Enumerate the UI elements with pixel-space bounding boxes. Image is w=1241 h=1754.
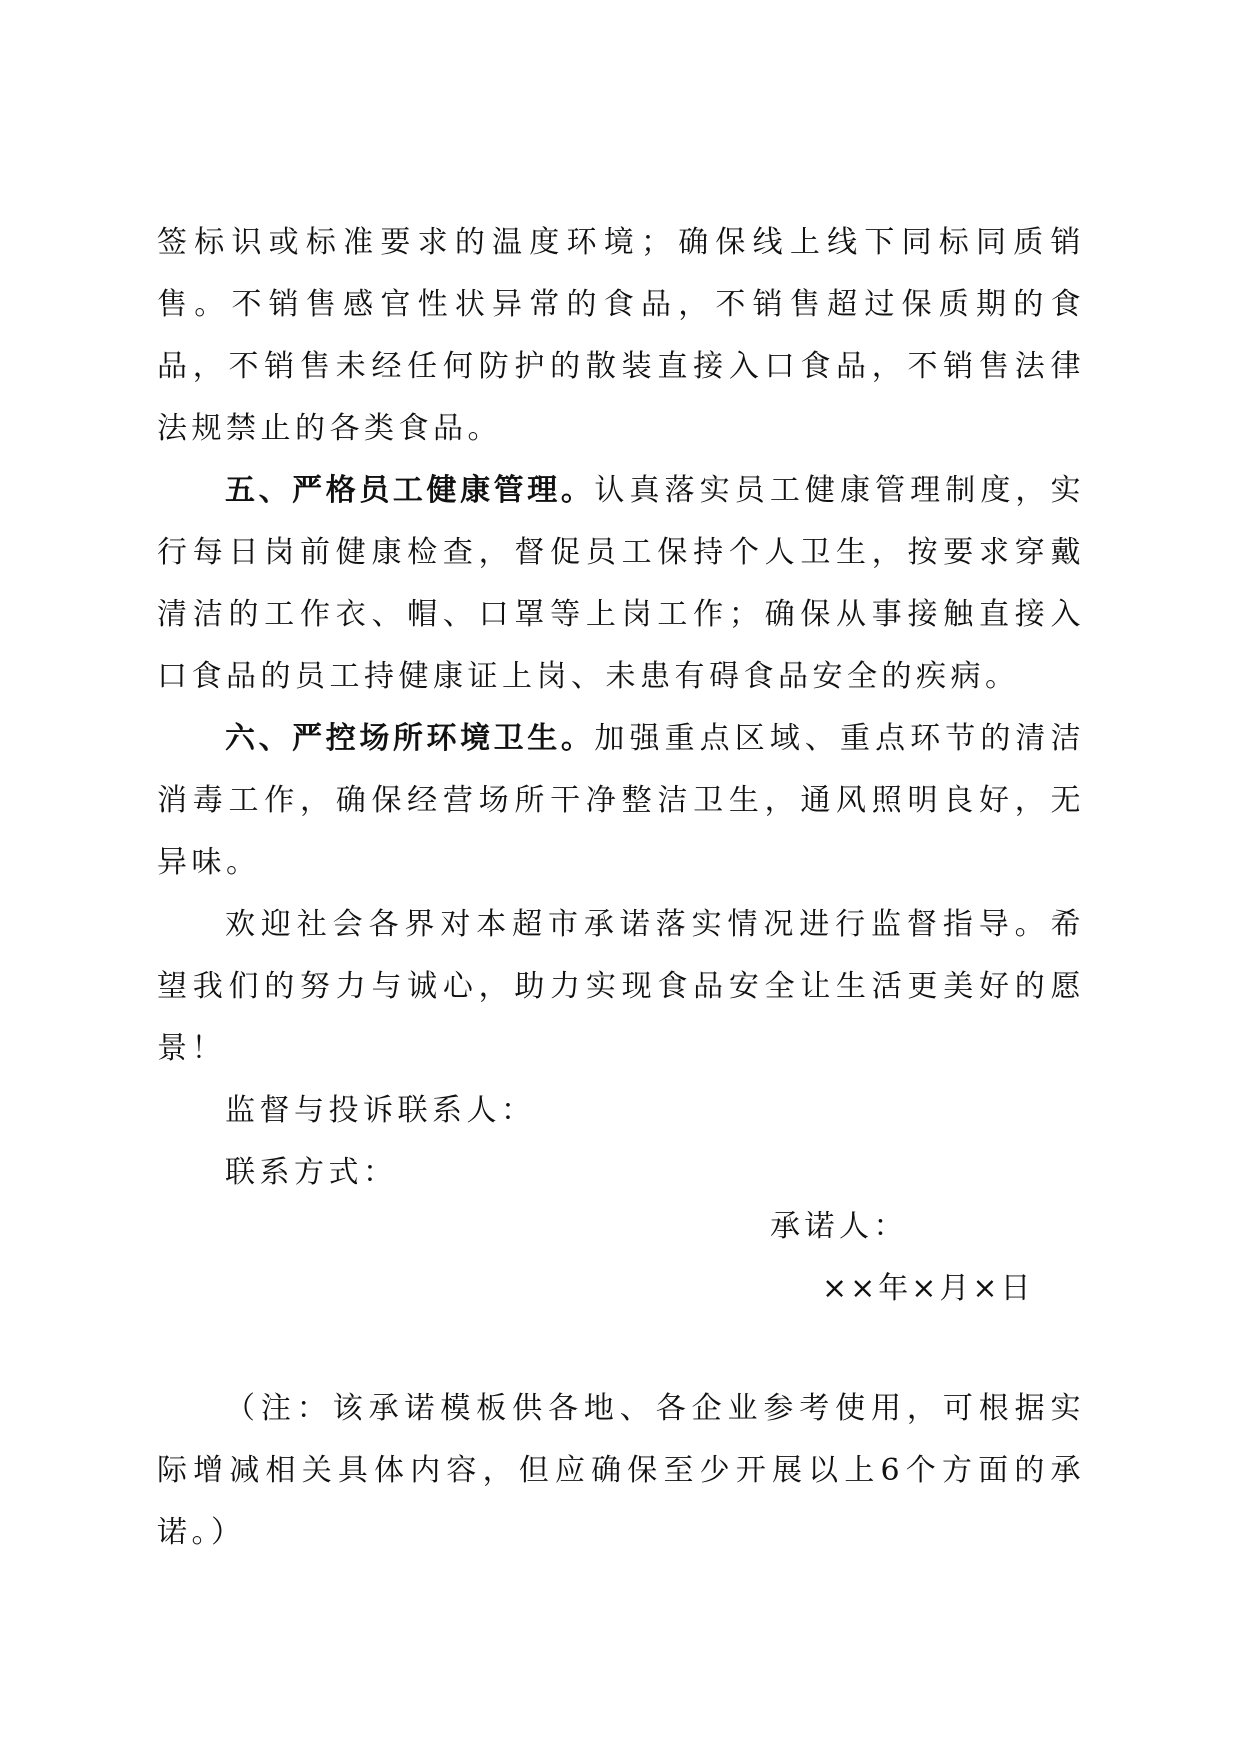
note-text: （注：该承诺模板供各地、各企业参考使用，可根据实际增减相关具体内容，但应确保至少开展以上6个方面的承诺。）: [157, 1391, 1085, 1550]
paragraph-welcome: [157, 894, 1085, 1080]
paragraph-text: 签标识或标准要求的温度环境；确保线上线下同标同质销售。不销售感官性状异常的食品，不销售超过保质期的食品，不销售未经任何防护的散装直接入口食品，不销售法律法规禁止的各类食品。: [157, 225, 1085, 446]
paragraph-text: 欢迎社会各界对本超市承诺落实情况进行监督指导。希望我们的努力与诚心，助力实现食品安全让生活更美好的愿景！: [157, 907, 1085, 1066]
template-note: [157, 1378, 1085, 1564]
paragraph-item-five: [157, 460, 1085, 708]
supervisor-contact-label: 监督与投诉联系人：: [225, 1093, 536, 1128]
document-body: [157, 212, 1085, 1204]
promisor-label: 承诺人：: [770, 1209, 908, 1244]
signature-date: ××年×月×日: [822, 1271, 1034, 1306]
paragraph-heading: 五、严格员工健康管理。: [225, 473, 595, 508]
paragraph-continuation: [157, 212, 1085, 460]
paragraph-text: 认真落实员工健康管理制度，实行每日岗前健康检查，督促员工保持个人卫生，按要求穿戴清洁的工作衣、帽、口罩等上岗工作；确保从事接触直接入口食品的员工持健康证上岗、未患有碍食品安全的疾病。: [157, 473, 1086, 694]
paragraph-heading: 六、严控场所环境卫生。: [225, 721, 595, 756]
contact-method-label: 联系方式：: [225, 1155, 398, 1190]
paragraph-item-six: [157, 708, 1085, 894]
paragraph-text: 加强重点区域、重点环节的清洁消毒工作，确保经营场所干净整洁卫生，通风照明良好，无异味。: [157, 721, 1086, 880]
signature-block: [770, 1196, 1050, 1320]
